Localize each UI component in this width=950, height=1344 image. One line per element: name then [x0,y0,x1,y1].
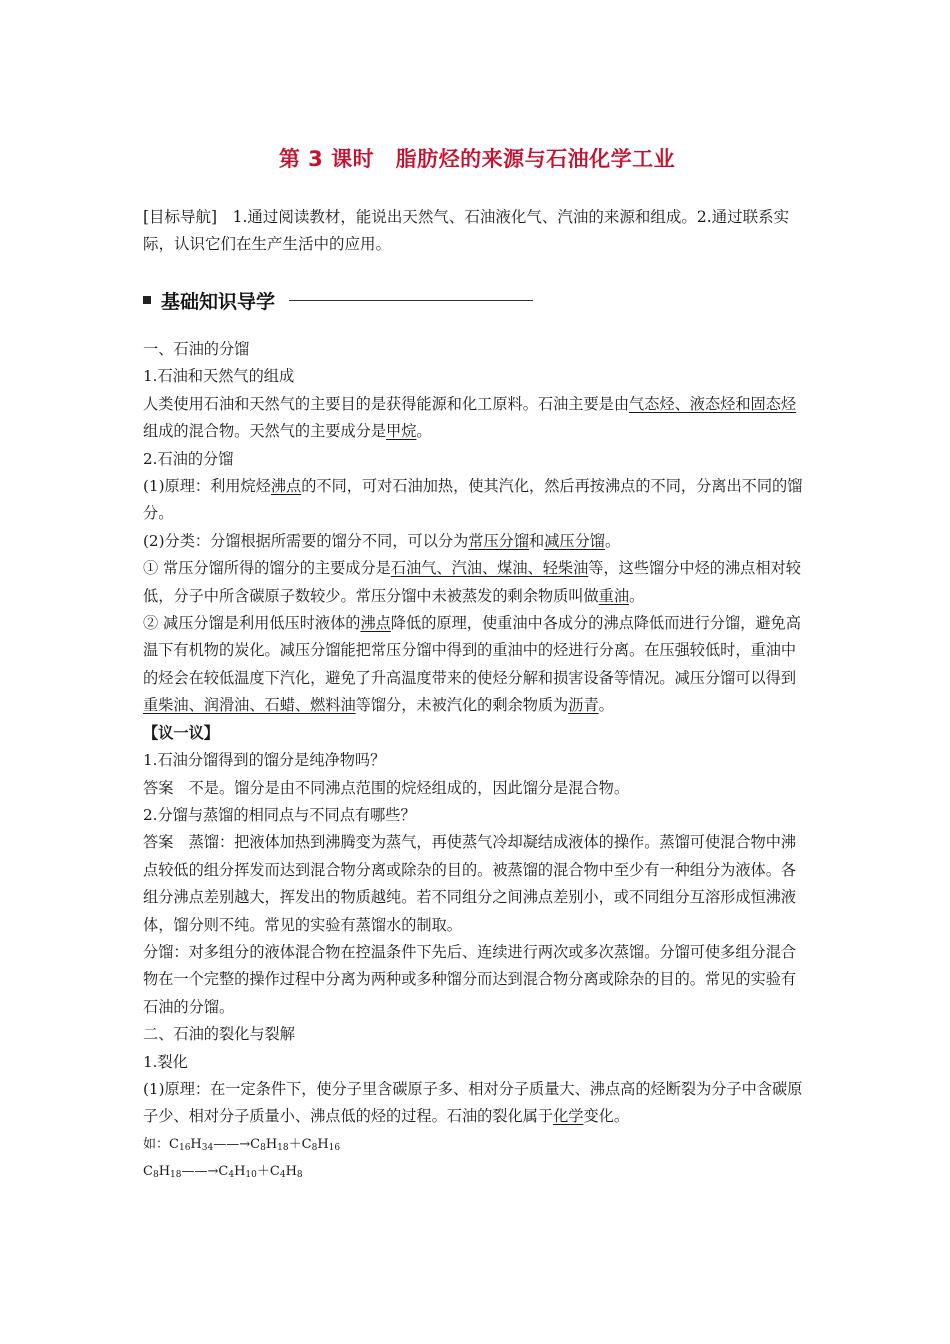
discuss-label: 【议一议】 [143,723,219,742]
paragraph-composition: 人类使用石油和天然气的主要目的是获得能源和化工原料。石油主要是由气态烃、液态烃和固态烃组成的混合物。天然气的主要成分是甲烷。 [143,394,797,441]
paragraph-vacuum: ② 减压分馏是利用低压时液体的沸点降低的原理，使重油中各成分的沸点降低而进行分馏，避免高温下有机物的炭化。减压分馏能把常压分馏中得到的重油中的烃进行分离。在压强较低时，重油中的烃会在较低温度下汽化，避免了升高温度带来的使烃分解和损害设备等情况。减压分馏可以得到重柴油、润滑油、石蜡、燃料油等馏分，未被汽化的剩余物质为沥青。 [143,614,801,715]
equation-2: $C_8H_{18}——\to C_4H_{10}+C_4H_8$ [143,1164,303,1181]
answer-2: 答案 蒸馏：把液体加热到沸腾变为蒸气，再使蒸气冷却凝结成液体的操作。蒸馏可使混合物中沸点较低的组分挥发而达到混合物分离或除杂的目的。被蒸馏的混合物中至少有一种组分为液体。各组分沸点差别越大，挥发出的物质越纯。若不同组分之间沸点差别小，或不同组分互溶形成恒沸液体，馏分则不纯。常见的实验有蒸馏水的制取。 [143,833,797,934]
paragraph-cracking-principle: (1)原理：在一定条件下，使分子里含碳原子多、相对分子质量大、沸点高的烃断裂为分子中含碳原子少、相对分子质量小、沸点低的烃的过程。石油的裂化属于化学变化。 [143,1079,803,1126]
subheading-composition: 1.石油和天然气的组成 [143,367,295,386]
square-bullet-icon [143,296,151,304]
subheading-fractionation: 2.石油的分馏 [143,449,234,468]
lesson-title: 第 3 课时 脂肪烃的来源与石油化学工业 [278,147,676,171]
answer-blank: 气态烃、液态烃和固态烃 [629,394,797,413]
answer-blank: 化学 [553,1107,584,1126]
answer-blank: 重柴油、润滑油、石蜡、燃料油 [143,696,356,715]
learning-goals: [目标导航] 1.通过阅读教材，能说出天然气、石油液化气、汽油的来源和组成。2.通过联系实际，认识它们在生产生活中的应用。 [143,208,790,253]
reaction-arrow-icon: ——→ [213,1136,251,1152]
question-2: 2.分馏与蒸馏的相同点与不同点有哪些？ [143,805,416,824]
reaction-arrow-icon: ——→ [181,1164,219,1180]
answer-blank: 沸点 [270,477,302,496]
answer-blank: 常压分馏 [468,531,530,550]
answer-blank: 沥青 [568,696,599,715]
paragraph-classification: (2)分类：分馏根据所需要的馏分不同，可以分为常压分馏和减压分馏。 [143,531,621,550]
main-content [143,336,811,1186]
heading-rule [289,300,533,301]
paragraph-atmospheric: ① 常压分馏所得的馏分的主要成分是石油气、汽油、煤油、轻柴油等，这些馏分中烃的沸点相对较低，分子中所含碳原子数较少。常压分馏中未被蒸发的剩余物质叫做重油。 [143,559,801,605]
equation-1: 如：$C_{16}H_{34}——\to C_8H_{18}+C_8H_{16}$ [143,1136,341,1153]
paragraph-principle: (1)原理：利用烷烃沸点的不同，可对石油加热，使其汽化，然后再按沸点的不同，分离出不同的馏分。 [143,477,803,523]
answer-blank: 重油 [598,586,629,605]
answer-blank: 甲烷 [386,422,417,441]
answer-blank: 减压分馏 [544,531,605,550]
section-heading: 基础知识导学 [161,290,276,313]
answer-blank: 石油气、汽油、煤油、轻柴油 [390,559,589,578]
answer-2-continued: 分馏：对多组分的液体混合物在控温条件下先后、连续进行两次或多次蒸馏。分馏可使多组分混合物在一个完整的操作过程中分离为两种或多种馏分而达到混合物分离或除杂的目的。常见的实验有石油的分馏。 [143,942,797,1016]
answer-blank: 沸点 [360,614,391,633]
part1-heading: 一、石油的分馏 [143,340,250,358]
subheading-cracking: 1.裂化 [143,1052,188,1071]
question-1: 1.石油分馏得到的馏分是纯净物吗？ [143,751,386,770]
section-heading-block [143,285,533,315]
answer-1: 答案 不是。馏分是由不同沸点范围的烷烃组成的，因此馏分是混合物。 [143,778,629,797]
part2-heading: 二、石油的裂化与裂解 [143,1025,295,1044]
